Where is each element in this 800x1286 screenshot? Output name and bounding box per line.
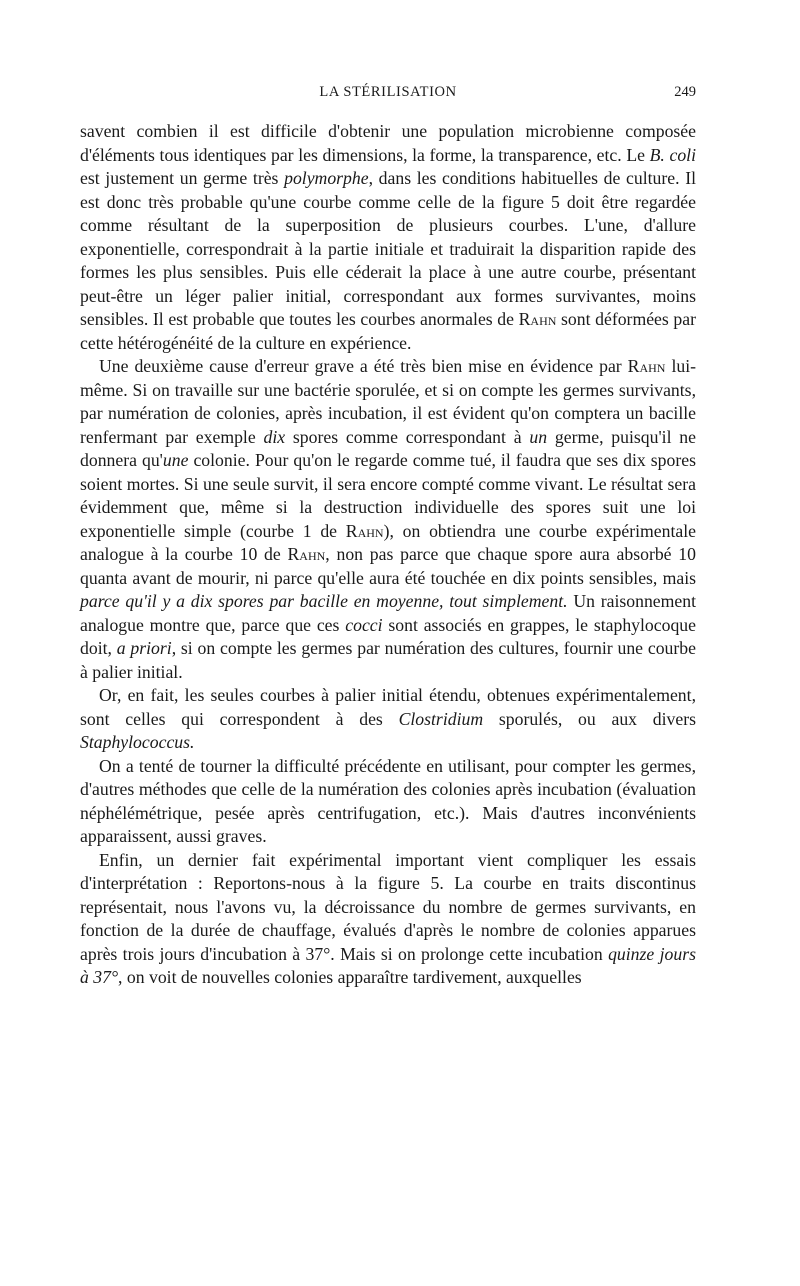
text-run: est justement un germe très bbox=[80, 168, 285, 188]
text-run: spores comme correspondant à bbox=[285, 426, 530, 447]
italic-text: dix bbox=[263, 426, 286, 447]
paragraph bbox=[80, 120, 696, 355]
author-name: Rahn bbox=[287, 544, 326, 564]
text-run: ), on obtiendra une courbe expérimentale analogue à la courbe 10 de bbox=[80, 520, 696, 564]
text-run: colonie. Pour qu'on le regarde comme tué, il faudra que ses dix spores soient mortes. Si une seule survit, il sera encore compté comme vivant. Le résultat sera évidemment que, même si la destruction individuelle des spores suit une loi exponentielle simple (courbe 1 de bbox=[80, 450, 696, 541]
text-run: sporulés, ou aux divers bbox=[483, 708, 696, 729]
italic-text: B. coli bbox=[649, 144, 696, 165]
paragraph bbox=[80, 355, 696, 684]
text-run: Enfin, un dernier fait expérimental important vient compliquer les essais d'interprétation : Reportons-nous à la figure 5. La courbe en traits discontinus représentait, nous l'avons vu, la décroissance du nombre de germes survivants, en fonction de la durée de chauffage, évalués d'après le nombre de colonies apparues après trois jours d'incubation à 37°. Mais si on prolonge cette incubation bbox=[80, 849, 696, 964]
italic-text: quinze jours à 37° bbox=[80, 943, 696, 987]
italic-text: une bbox=[162, 450, 189, 470]
text-run: sont déformées par cette hétérogénéité de la culture en expérience. bbox=[80, 309, 696, 353]
italic-text: un bbox=[529, 426, 548, 447]
text-run: Une deuxième cause d'erreur grave a été très bien mise en évidence par bbox=[99, 356, 628, 376]
body-text bbox=[80, 120, 696, 990]
text-run: germe, puisqu'il ne donnera qu' bbox=[80, 426, 696, 470]
running-title: LA STÉRILISATION bbox=[319, 84, 457, 100]
page-number: 249 bbox=[674, 84, 696, 100]
text-run: sont associés en grappes, le staphylocoque doit, bbox=[80, 614, 696, 658]
italic-text: a priori bbox=[116, 638, 172, 658]
text-run: , si on compte les germes par numération des cultures, fournir une courbe à palier initial. bbox=[80, 638, 696, 682]
italic-text: polymorphe bbox=[284, 168, 369, 188]
paragraph bbox=[80, 684, 696, 755]
author-name: Rahn bbox=[345, 520, 384, 541]
text-run: Un raisonnement analogue montre que, parce que ces bbox=[80, 591, 696, 635]
text-run: lui-même. Si on travaille sur une bactérie sporulée, et si on compte les germes survivants, par numération de colonies, après incubation, il est évident qu'on comptera un bacille renfermant par exemple bbox=[80, 356, 697, 447]
text-run: , on voit de nouvelles colonies apparaître tardivement, auxquelles bbox=[118, 967, 582, 987]
italic-text: parce qu'il y a dix spores par bacille en moyenne, tout simplement. bbox=[80, 591, 568, 611]
text-run: , dans les conditions habituelles de culture. Il est donc très probable qu'une courbe comme celle de la figure 5 doit être regardée comme résultant de la superposition de plusieurs courbes. L'une, d'allure exponentielle, correspondrait à la partie initiale et traduirait la disparition rapide des formes les plus sensibles. Puis elle céderait la place à une autre courbe, présentant peut-être un léger palier initial, correspondant aux formes survivantes, moins sensibles. Il est probable que toutes les courbes anormales de bbox=[80, 168, 697, 329]
text-run: On a tenté de tourner la difficulté précédente en utilisant, pour compter les germes, d'autres méthodes que celle de la numération des colonies après incubation (évaluation néphélémétrique, pesée après centrifugation, etc.). Mais d'autres inconvénients apparaissent, aussi graves. bbox=[80, 755, 696, 846]
italic-text: Clostridium bbox=[398, 708, 484, 729]
page-header bbox=[80, 84, 696, 106]
author-name: Rahn bbox=[518, 309, 557, 329]
italic-text: Staphylococcus. bbox=[80, 732, 195, 752]
paragraph bbox=[80, 849, 696, 990]
italic-text: cocci bbox=[345, 614, 383, 635]
author-name: Rahn bbox=[627, 356, 666, 376]
text-run: Or, en fait, les seules courbes à palier initial étendu, obtenues expérimentalement, sont celles qui correspondent à des bbox=[80, 685, 696, 729]
text-run: savent combien il est difficile d'obtenir une population microbienne composée d'éléments tous identiques par les dimensions, la forme, la transparence, etc. Le bbox=[80, 121, 696, 165]
paragraph bbox=[80, 755, 696, 849]
text-run: , non pas parce que chaque spore aura absorbé 10 quanta avant de mourir, ni parce qu'elle aura été touchée en dix points sensibles, mais bbox=[80, 544, 696, 588]
